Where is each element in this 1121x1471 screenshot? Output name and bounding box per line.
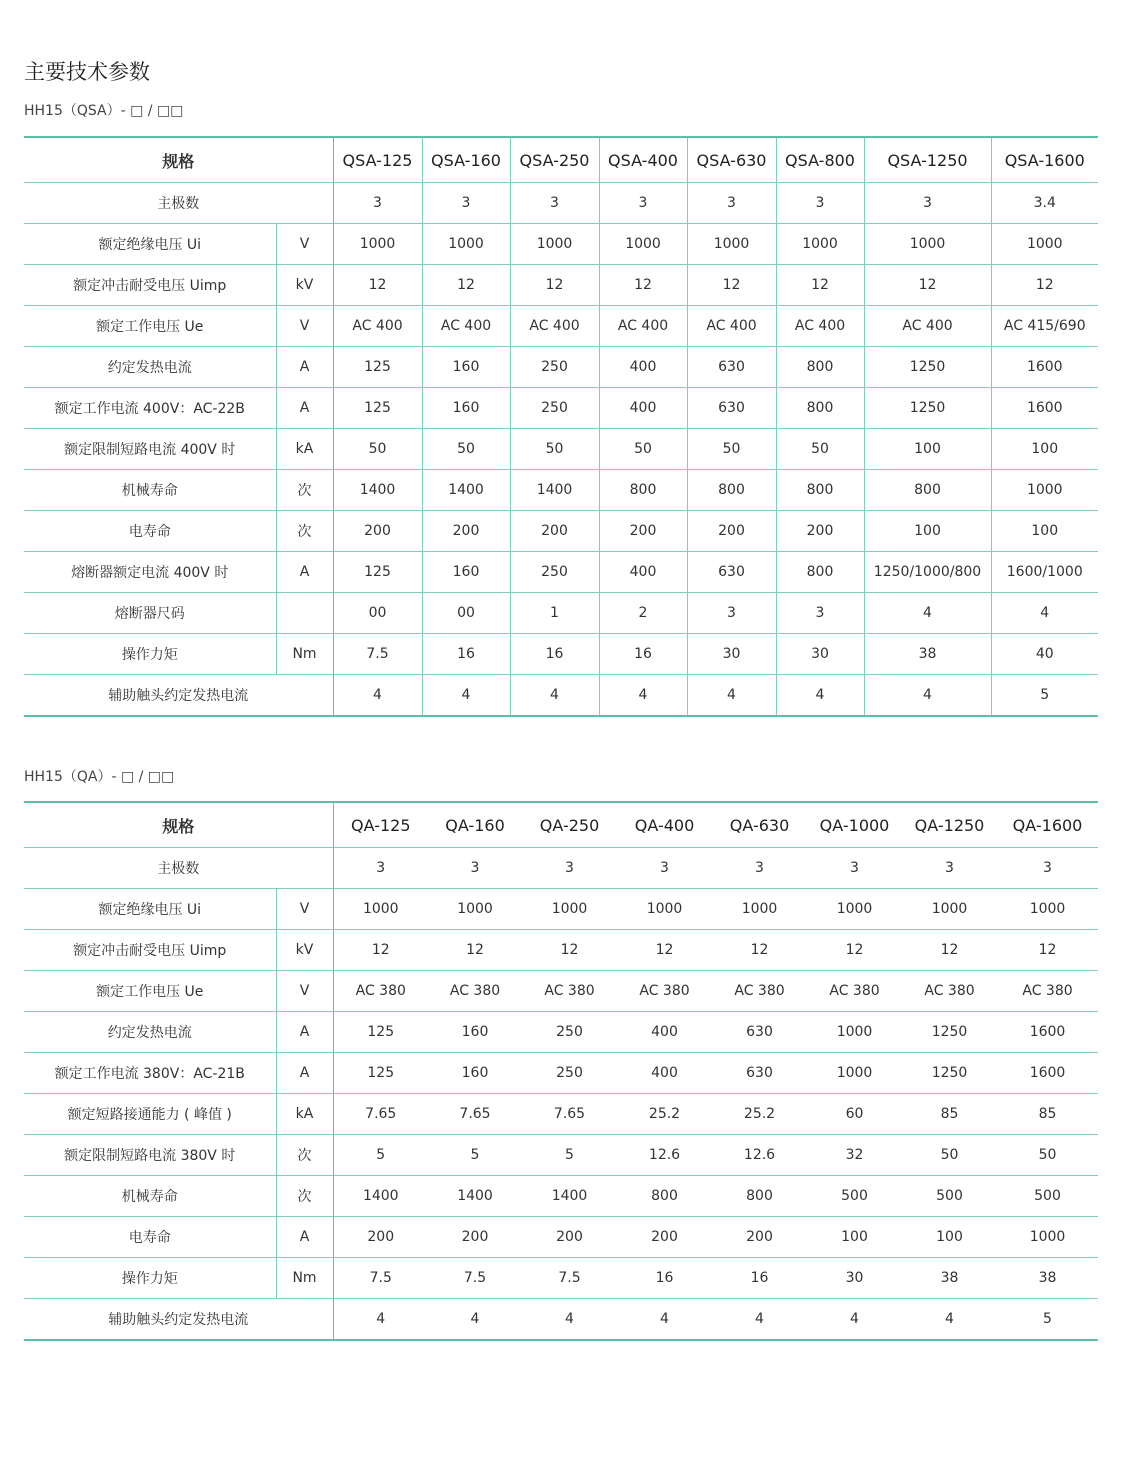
value-cell: 4 bbox=[333, 1299, 428, 1341]
unit-cell: A bbox=[276, 347, 333, 388]
row-label: 熔断器额定电流 400V 时 bbox=[24, 552, 276, 593]
value-cell: 38 bbox=[902, 1258, 997, 1299]
unit-cell: A bbox=[276, 388, 333, 429]
value-cell: 12 bbox=[510, 265, 599, 306]
row-label: 额定工作电压 Ue bbox=[24, 971, 276, 1012]
value-cell: 1250 bbox=[864, 347, 991, 388]
value-cell: AC 380 bbox=[997, 971, 1098, 1012]
unit-cell: 次 bbox=[276, 470, 333, 511]
value-cell: 1000 bbox=[991, 470, 1098, 511]
page-title: 主要技术参数 bbox=[24, 60, 150, 84]
value-cell: 12 bbox=[333, 930, 428, 971]
value-cell: 4 bbox=[333, 675, 422, 717]
table-row bbox=[24, 265, 1098, 306]
value-cell: 16 bbox=[599, 634, 687, 675]
unit-cell: kV bbox=[276, 930, 333, 971]
value-cell: 1000 bbox=[617, 889, 712, 930]
value-cell: 12 bbox=[428, 930, 522, 971]
value-cell: 50 bbox=[776, 429, 864, 470]
value-cell: 800 bbox=[864, 470, 991, 511]
model-header: QA-400 bbox=[617, 802, 712, 848]
value-cell: 800 bbox=[776, 388, 864, 429]
value-cell: AC 400 bbox=[510, 306, 599, 347]
value-cell: 3 bbox=[902, 848, 997, 889]
value-cell: 500 bbox=[997, 1176, 1098, 1217]
value-cell: 4 bbox=[599, 675, 687, 717]
row-label: 辅助触头约定发热电流 bbox=[24, 1299, 333, 1341]
value-cell: 38 bbox=[864, 634, 991, 675]
row-label: 额定冲击耐受电压 Uimp bbox=[24, 265, 276, 306]
value-cell: 400 bbox=[599, 388, 687, 429]
value-cell: 1600 bbox=[997, 1053, 1098, 1094]
value-cell: AC 380 bbox=[902, 971, 997, 1012]
model-header: QA-250 bbox=[522, 802, 617, 848]
unit-cell: V bbox=[276, 224, 333, 265]
value-cell: 3 bbox=[687, 183, 776, 224]
model-code-qa: HH15（QA）- □ / □□ bbox=[24, 769, 175, 785]
value-cell: 630 bbox=[687, 552, 776, 593]
value-cell: 160 bbox=[428, 1012, 522, 1053]
value-cell: 25.2 bbox=[617, 1094, 712, 1135]
value-cell: 630 bbox=[687, 347, 776, 388]
value-cell: 50 bbox=[599, 429, 687, 470]
row-label: 额定工作电压 Ue bbox=[24, 306, 276, 347]
unit-cell: A bbox=[276, 1012, 333, 1053]
table-row bbox=[24, 634, 1098, 675]
value-cell: 1000 bbox=[687, 224, 776, 265]
value-cell: 1000 bbox=[997, 1217, 1098, 1258]
value-cell: 1400 bbox=[522, 1176, 617, 1217]
value-cell: 1000 bbox=[997, 889, 1098, 930]
value-cell: AC 400 bbox=[864, 306, 991, 347]
value-cell: 50 bbox=[333, 429, 422, 470]
value-cell: 1000 bbox=[712, 889, 807, 930]
value-cell: 125 bbox=[333, 552, 422, 593]
value-cell: 3 bbox=[776, 593, 864, 634]
value-cell: AC 400 bbox=[333, 306, 422, 347]
value-cell: 30 bbox=[776, 634, 864, 675]
row-label: 额定限制短路电流 380V 时 bbox=[24, 1135, 276, 1176]
value-cell: 50 bbox=[422, 429, 510, 470]
value-cell: 200 bbox=[599, 511, 687, 552]
table-row bbox=[24, 511, 1098, 552]
value-cell: 12 bbox=[617, 930, 712, 971]
value-cell: AC 380 bbox=[428, 971, 522, 1012]
model-header: QA-1000 bbox=[807, 802, 902, 848]
value-cell: 800 bbox=[776, 552, 864, 593]
value-cell: 200 bbox=[522, 1217, 617, 1258]
unit-cell: Nm bbox=[276, 1258, 333, 1299]
unit-cell bbox=[276, 593, 333, 634]
value-cell: 100 bbox=[991, 429, 1098, 470]
table-row bbox=[24, 388, 1098, 429]
table-row bbox=[24, 429, 1098, 470]
header-row bbox=[24, 802, 1098, 848]
value-cell: 1000 bbox=[902, 889, 997, 930]
value-cell: 4 bbox=[807, 1299, 902, 1341]
value-cell: 1400 bbox=[333, 470, 422, 511]
value-cell: 1 bbox=[510, 593, 599, 634]
value-cell: 160 bbox=[422, 347, 510, 388]
value-cell: 12 bbox=[687, 265, 776, 306]
value-cell: 125 bbox=[333, 347, 422, 388]
value-cell: AC 380 bbox=[333, 971, 428, 1012]
value-cell: AC 400 bbox=[422, 306, 510, 347]
row-label: 额定绝缘电压 Ui bbox=[24, 224, 276, 265]
value-cell: 12 bbox=[333, 265, 422, 306]
table-row bbox=[24, 1258, 1098, 1299]
table-row bbox=[24, 552, 1098, 593]
value-cell: 7.5 bbox=[333, 634, 422, 675]
value-cell: 3 bbox=[599, 183, 687, 224]
value-cell: 800 bbox=[687, 470, 776, 511]
value-cell: 250 bbox=[510, 388, 599, 429]
value-cell: 85 bbox=[902, 1094, 997, 1135]
table-row bbox=[24, 1217, 1098, 1258]
value-cell: 7.65 bbox=[333, 1094, 428, 1135]
table-row bbox=[24, 1012, 1098, 1053]
table-row bbox=[24, 1135, 1098, 1176]
table-row bbox=[24, 971, 1098, 1012]
row-label: 额定短路接通能力 ( 峰值 ) bbox=[24, 1094, 276, 1135]
unit-cell: V bbox=[276, 889, 333, 930]
value-cell: 3 bbox=[428, 848, 522, 889]
value-cell: 3 bbox=[333, 183, 422, 224]
unit-cell: A bbox=[276, 1217, 333, 1258]
value-cell: 16 bbox=[510, 634, 599, 675]
value-cell: 1400 bbox=[428, 1176, 522, 1217]
value-cell: 12 bbox=[712, 930, 807, 971]
unit-cell: kA bbox=[276, 429, 333, 470]
value-cell: 12 bbox=[522, 930, 617, 971]
value-cell: 7.65 bbox=[428, 1094, 522, 1135]
model-header: QA-1250 bbox=[902, 802, 997, 848]
row-label: 约定发热电流 bbox=[24, 347, 276, 388]
value-cell: 7.5 bbox=[428, 1258, 522, 1299]
value-cell: 12 bbox=[807, 930, 902, 971]
value-cell: 25.2 bbox=[712, 1094, 807, 1135]
value-cell: 3 bbox=[617, 848, 712, 889]
value-cell: 400 bbox=[599, 552, 687, 593]
value-cell: 250 bbox=[510, 347, 599, 388]
table-row bbox=[24, 1299, 1098, 1341]
value-cell: 400 bbox=[599, 347, 687, 388]
model-header: QSA-125 bbox=[333, 137, 422, 183]
spec-header: 规格 bbox=[24, 802, 333, 848]
value-cell: 1250 bbox=[902, 1012, 997, 1053]
value-cell: AC 400 bbox=[599, 306, 687, 347]
model-code-qsa: HH15（QSA）- □ / □□ bbox=[24, 103, 184, 119]
model-header: QSA-1600 bbox=[991, 137, 1098, 183]
value-cell: 250 bbox=[522, 1012, 617, 1053]
value-cell: 160 bbox=[422, 552, 510, 593]
value-cell: 1000 bbox=[422, 224, 510, 265]
model-header: QSA-160 bbox=[422, 137, 510, 183]
value-cell: AC 380 bbox=[617, 971, 712, 1012]
model-header: QSA-630 bbox=[687, 137, 776, 183]
value-cell: 3 bbox=[997, 848, 1098, 889]
value-cell: 630 bbox=[687, 388, 776, 429]
value-cell: 00 bbox=[422, 593, 510, 634]
unit-cell: 次 bbox=[276, 1176, 333, 1217]
value-cell: 16 bbox=[422, 634, 510, 675]
value-cell: 7.65 bbox=[522, 1094, 617, 1135]
value-cell: AC 380 bbox=[522, 971, 617, 1012]
value-cell: 500 bbox=[807, 1176, 902, 1217]
model-header: QSA-250 bbox=[510, 137, 599, 183]
model-header: QSA-1250 bbox=[864, 137, 991, 183]
value-cell: 3 bbox=[333, 848, 428, 889]
value-cell: 60 bbox=[807, 1094, 902, 1135]
value-cell: 200 bbox=[687, 511, 776, 552]
value-cell: 4 bbox=[902, 1299, 997, 1341]
value-cell: 16 bbox=[712, 1258, 807, 1299]
row-label: 主极数 bbox=[24, 848, 333, 889]
value-cell: 800 bbox=[776, 347, 864, 388]
table-row bbox=[24, 306, 1098, 347]
value-cell: 250 bbox=[522, 1053, 617, 1094]
value-cell: 1000 bbox=[510, 224, 599, 265]
value-cell: AC 415/690 bbox=[991, 306, 1098, 347]
unit-cell: V bbox=[276, 306, 333, 347]
value-cell: 800 bbox=[776, 470, 864, 511]
value-cell: 4 bbox=[712, 1299, 807, 1341]
value-cell: 800 bbox=[599, 470, 687, 511]
value-cell: AC 380 bbox=[807, 971, 902, 1012]
value-cell: 200 bbox=[510, 511, 599, 552]
value-cell: 400 bbox=[617, 1053, 712, 1094]
value-cell: 4 bbox=[864, 675, 991, 717]
value-cell: 160 bbox=[422, 388, 510, 429]
value-cell: 5 bbox=[997, 1299, 1098, 1341]
value-cell: 4 bbox=[687, 675, 776, 717]
row-label: 额定工作电流 400V：AC-22B bbox=[24, 388, 276, 429]
table-row bbox=[24, 675, 1098, 717]
value-cell: 400 bbox=[617, 1012, 712, 1053]
value-cell: 1400 bbox=[510, 470, 599, 511]
row-label: 主极数 bbox=[24, 183, 333, 224]
value-cell: 100 bbox=[902, 1217, 997, 1258]
value-cell: AC 400 bbox=[687, 306, 776, 347]
value-cell: 100 bbox=[807, 1217, 902, 1258]
value-cell: 12 bbox=[776, 265, 864, 306]
model-header: QA-160 bbox=[428, 802, 522, 848]
value-cell: 630 bbox=[712, 1012, 807, 1053]
value-cell: 3 bbox=[510, 183, 599, 224]
value-cell: 630 bbox=[712, 1053, 807, 1094]
value-cell: 3.4 bbox=[991, 183, 1098, 224]
row-label: 辅助触头约定发热电流 bbox=[24, 675, 333, 717]
value-cell: 7.5 bbox=[333, 1258, 428, 1299]
value-cell: 125 bbox=[333, 1053, 428, 1094]
value-cell: 4 bbox=[522, 1299, 617, 1341]
value-cell: 125 bbox=[333, 1012, 428, 1053]
row-label: 操作力矩 bbox=[24, 1258, 276, 1299]
value-cell: 12 bbox=[902, 930, 997, 971]
unit-cell: Nm bbox=[276, 634, 333, 675]
value-cell: 4 bbox=[422, 675, 510, 717]
value-cell: 1000 bbox=[776, 224, 864, 265]
unit-cell: A bbox=[276, 1053, 333, 1094]
value-cell: 5 bbox=[522, 1135, 617, 1176]
table-row bbox=[24, 183, 1098, 224]
value-cell: 200 bbox=[617, 1217, 712, 1258]
unit-cell: 次 bbox=[276, 511, 333, 552]
value-cell: 50 bbox=[687, 429, 776, 470]
spec-header: 规格 bbox=[24, 137, 333, 183]
value-cell: 40 bbox=[991, 634, 1098, 675]
table-row bbox=[24, 848, 1098, 889]
spec-table-qsa bbox=[24, 136, 1098, 717]
value-cell: 3 bbox=[422, 183, 510, 224]
table-row bbox=[24, 1094, 1098, 1135]
value-cell: 5 bbox=[991, 675, 1098, 717]
value-cell: 1000 bbox=[333, 224, 422, 265]
row-label: 操作力矩 bbox=[24, 634, 276, 675]
value-cell: 12 bbox=[422, 265, 510, 306]
value-cell: 12 bbox=[864, 265, 991, 306]
value-cell: 3 bbox=[712, 848, 807, 889]
row-label: 额定冲击耐受电压 Uimp bbox=[24, 930, 276, 971]
value-cell: 3 bbox=[687, 593, 776, 634]
value-cell: 2 bbox=[599, 593, 687, 634]
value-cell: 200 bbox=[776, 511, 864, 552]
table-row bbox=[24, 470, 1098, 511]
value-cell: 200 bbox=[428, 1217, 522, 1258]
row-label: 机械寿命 bbox=[24, 1176, 276, 1217]
value-cell: 12 bbox=[997, 930, 1098, 971]
table-row bbox=[24, 593, 1098, 634]
row-label: 电寿命 bbox=[24, 511, 276, 552]
value-cell: 50 bbox=[902, 1135, 997, 1176]
row-label: 电寿命 bbox=[24, 1217, 276, 1258]
value-cell: AC 380 bbox=[712, 971, 807, 1012]
value-cell: 100 bbox=[864, 429, 991, 470]
value-cell: 16 bbox=[617, 1258, 712, 1299]
value-cell: 500 bbox=[902, 1176, 997, 1217]
value-cell: 12 bbox=[599, 265, 687, 306]
model-header: QA-125 bbox=[333, 802, 428, 848]
value-cell: 38 bbox=[997, 1258, 1098, 1299]
value-cell: 50 bbox=[510, 429, 599, 470]
value-cell: 1000 bbox=[807, 889, 902, 930]
row-label: 额定限制短路电流 400V 时 bbox=[24, 429, 276, 470]
value-cell: 800 bbox=[712, 1176, 807, 1217]
value-cell: 4 bbox=[776, 675, 864, 717]
value-cell: 4 bbox=[864, 593, 991, 634]
value-cell: 5 bbox=[428, 1135, 522, 1176]
value-cell: 12.6 bbox=[617, 1135, 712, 1176]
value-cell: 12.6 bbox=[712, 1135, 807, 1176]
unit-cell: A bbox=[276, 552, 333, 593]
unit-cell: 次 bbox=[276, 1135, 333, 1176]
model-header: QSA-400 bbox=[599, 137, 687, 183]
value-cell: 85 bbox=[997, 1094, 1098, 1135]
value-cell: 1000 bbox=[807, 1053, 902, 1094]
model-header: QA-630 bbox=[712, 802, 807, 848]
model-header: QA-1600 bbox=[997, 802, 1098, 848]
value-cell: 160 bbox=[428, 1053, 522, 1094]
value-cell: 1250 bbox=[902, 1053, 997, 1094]
value-cell: 1000 bbox=[333, 889, 428, 930]
value-cell: 4 bbox=[617, 1299, 712, 1341]
value-cell: 4 bbox=[991, 593, 1098, 634]
table-row bbox=[24, 1053, 1098, 1094]
value-cell: 1000 bbox=[991, 224, 1098, 265]
value-cell: 12 bbox=[991, 265, 1098, 306]
value-cell: 100 bbox=[991, 511, 1098, 552]
spec-table-qa bbox=[24, 801, 1098, 1341]
value-cell: 800 bbox=[617, 1176, 712, 1217]
value-cell: 1600/1000 bbox=[991, 552, 1098, 593]
value-cell: 3 bbox=[776, 183, 864, 224]
value-cell: 125 bbox=[333, 388, 422, 429]
value-cell: 4 bbox=[510, 675, 599, 717]
row-label: 机械寿命 bbox=[24, 470, 276, 511]
value-cell: 3 bbox=[864, 183, 991, 224]
value-cell: 3 bbox=[522, 848, 617, 889]
value-cell: 00 bbox=[333, 593, 422, 634]
value-cell: 1000 bbox=[428, 889, 522, 930]
value-cell: 200 bbox=[422, 511, 510, 552]
row-label: 约定发热电流 bbox=[24, 1012, 276, 1053]
value-cell: 4 bbox=[428, 1299, 522, 1341]
table-row bbox=[24, 889, 1098, 930]
unit-cell: kV bbox=[276, 265, 333, 306]
row-label: 熔断器尺码 bbox=[24, 593, 276, 634]
value-cell: 1000 bbox=[599, 224, 687, 265]
table-row bbox=[24, 930, 1098, 971]
row-label: 额定绝缘电压 Ui bbox=[24, 889, 276, 930]
header-row bbox=[24, 137, 1098, 183]
value-cell: 30 bbox=[807, 1258, 902, 1299]
value-cell: 1600 bbox=[991, 388, 1098, 429]
value-cell: 200 bbox=[333, 1217, 428, 1258]
value-cell: 200 bbox=[712, 1217, 807, 1258]
value-cell: 250 bbox=[510, 552, 599, 593]
row-label: 额定工作电流 380V：AC-21B bbox=[24, 1053, 276, 1094]
unit-cell: V bbox=[276, 971, 333, 1012]
value-cell: AC 400 bbox=[776, 306, 864, 347]
value-cell: 3 bbox=[807, 848, 902, 889]
table-row bbox=[24, 347, 1098, 388]
model-header: QSA-800 bbox=[776, 137, 864, 183]
value-cell: 30 bbox=[687, 634, 776, 675]
value-cell: 32 bbox=[807, 1135, 902, 1176]
value-cell: 1000 bbox=[807, 1012, 902, 1053]
value-cell: 1400 bbox=[422, 470, 510, 511]
value-cell: 1400 bbox=[333, 1176, 428, 1217]
value-cell: 1600 bbox=[997, 1012, 1098, 1053]
value-cell: 5 bbox=[333, 1135, 428, 1176]
table-row bbox=[24, 1176, 1098, 1217]
value-cell: 50 bbox=[997, 1135, 1098, 1176]
value-cell: 1250 bbox=[864, 388, 991, 429]
value-cell: 1000 bbox=[864, 224, 991, 265]
value-cell: 7.5 bbox=[522, 1258, 617, 1299]
table-row bbox=[24, 224, 1098, 265]
value-cell: 1250/1000/800 bbox=[864, 552, 991, 593]
value-cell: 1000 bbox=[522, 889, 617, 930]
unit-cell: kA bbox=[276, 1094, 333, 1135]
value-cell: 100 bbox=[864, 511, 991, 552]
value-cell: 200 bbox=[333, 511, 422, 552]
value-cell: 1600 bbox=[991, 347, 1098, 388]
